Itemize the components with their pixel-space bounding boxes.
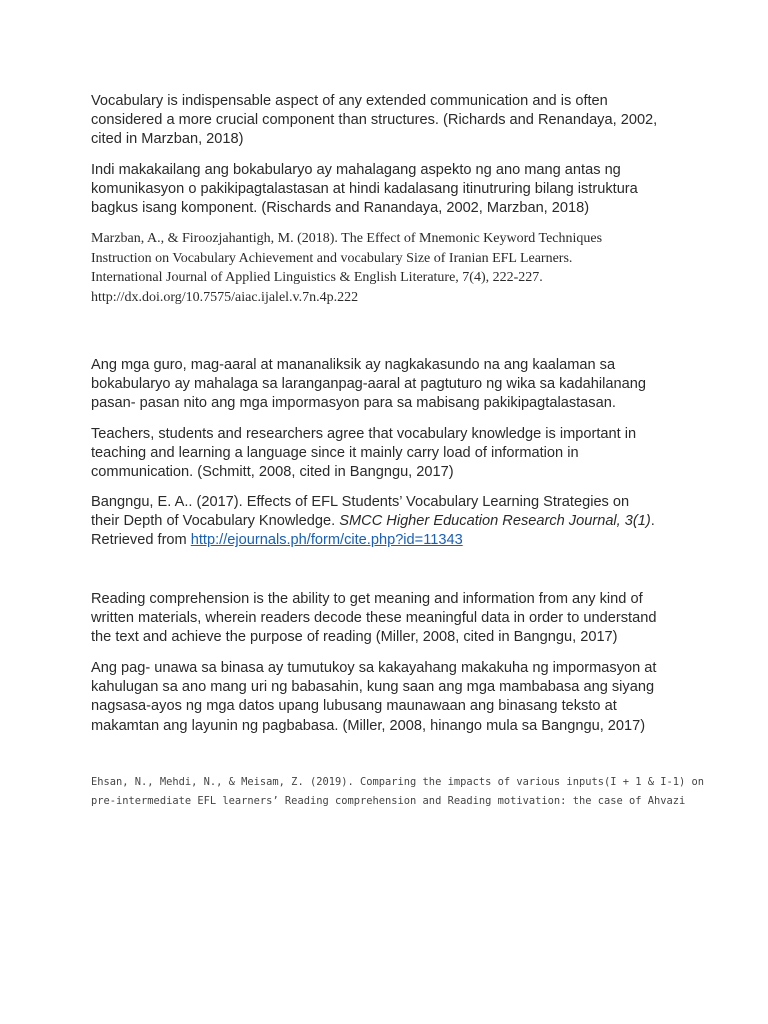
text-line: Indi makakailang ang bokabularyo ay mahalagang aspekto ng ano mang antas ng: [91, 162, 621, 178]
paragraph-reading-filipino: [91, 659, 691, 736]
text-line: communication. (Schmitt, 2008, cited in Bangngu, 2017): [91, 464, 454, 481]
text-line: bagkus isang komponent. (Rischards and Ranandaya, 2002, Marzban, 2018): [91, 200, 590, 217]
text-line: the text and achieve the purpose of reading (Miller, 2008, cited in Bangngu, 2017): [91, 629, 618, 646]
text-line: Bangngu, E. A.. (2017). Effects of EFL Students’ Vocabulary Learning Strategies on: [91, 494, 630, 510]
text-line: pasan- pasan nito ang mga impormasyon para sa mabisang pakikipagtalastasan.: [91, 395, 616, 412]
text-line: [91, 531, 691, 550]
text-line: written materials, wherein readers decode these meaningful data in order to understand: [91, 610, 657, 627]
text-line: teaching and learning a language since it mainly carry load of information in: [91, 445, 579, 462]
text-line: pre-intermediate EFL learners’ Reading comprehension and Reading motivation: the case of Ahvazi: [91, 794, 686, 807]
text-line: bokabularyo ay mahalaga sa laranganpag-aaral at pagtuturo ng wika sa kadahilanang: [91, 376, 646, 393]
reference-plain-text: their Depth of Vocabulary Knowledge.: [91, 513, 340, 530]
text-line: cited in Marzban, 2018): [91, 131, 244, 148]
paragraph-reading-english: [91, 590, 691, 648]
paragraph-vocabulary-filipino: [91, 161, 691, 219]
reference-marzban: [91, 229, 691, 307]
text-line: International Journal of Applied Linguistics & English Literature, 7(4), 222-227.: [91, 270, 543, 286]
retrieved-from-text: Retrieved from: [91, 532, 191, 549]
text-line: komunikasyon o pakikipagtalastasan at hindi kadalasang itinutruring bilang istruktura: [91, 181, 638, 198]
text-line: Marzban, A., & Firoozjahantigh, M. (2018). The Effect of Mnemonic Keyword Techniques: [91, 231, 603, 246]
text-line: considered a more crucial component than structures. (Richards and Renandaya, 2002,: [91, 112, 658, 129]
text-line: Vocabulary is indispensable aspect of any extended communication and is often: [91, 93, 608, 109]
journal-title: SMCC Higher Education Research Journal, 3(1): [339, 513, 651, 530]
reference-ehsan: [91, 773, 705, 810]
paragraph-vocabulary-english: [91, 92, 691, 150]
text-line: kahulugan sa ano mang uri ng babasahin, kung saan ang mga mambabasa ang siyang: [91, 679, 655, 696]
text-line: http://dx.doi.org/10.7575/aiac.ijalel.v.7n.4p.222: [91, 289, 359, 305]
reference-bangngu: [91, 493, 691, 551]
reference-period: .: [650, 513, 655, 530]
paragraph-teachers-english: [91, 425, 691, 483]
text-line: Ehsan, N., Mehdi, N., & Meisam, Z. (2019). Comparing the impacts of various inputs(I + 1 & I-1) on: [91, 776, 705, 788]
paragraph-teachers-filipino: [91, 356, 691, 414]
text-line: Ang pag- unawa sa binasa ay tumutukoy sa kakayahang makakuha ng impormasyon at: [91, 660, 657, 676]
text-line: makamtan ang layunin ng pagbabasa. (Miller, 2008, hinango mula sa Bangngu, 2017): [91, 717, 646, 734]
text-line: Teachers, students and researchers agree that vocabulary knowledge is important in: [91, 426, 637, 442]
text-line: Instruction on Vocabulary Achievement and vocabulary Size of Iranian EFL Learners.: [91, 250, 573, 266]
text-line: Ang mga guro, mag-aaral at mananaliksik ay nagkakasundo na ang kaalaman sa: [91, 357, 616, 373]
text-line: Reading comprehension is the ability to get meaning and information from any kind of: [91, 591, 643, 607]
text-line: [91, 512, 691, 531]
text-line: nagsasa-ayos ng mga datos upang lubusang maunawaan ang binasang teksto at: [91, 698, 617, 715]
ejournals-link[interactable]: http://ejournals.ph/form/cite.php?id=11343: [190, 532, 463, 549]
